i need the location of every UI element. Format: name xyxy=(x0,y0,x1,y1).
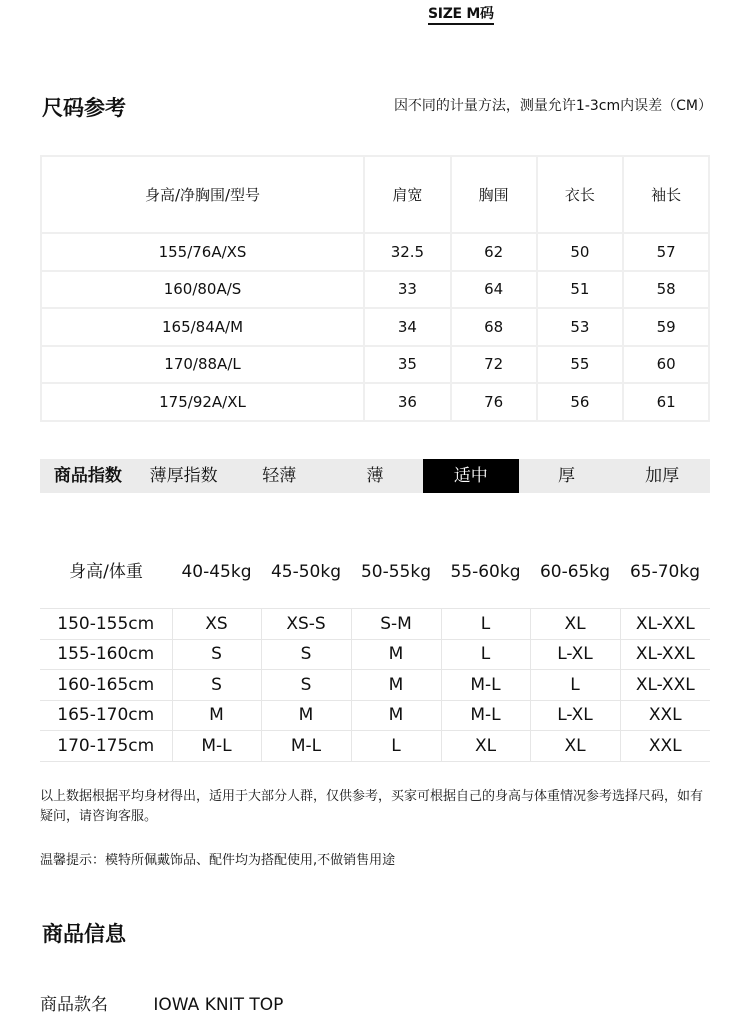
column-header: 胸围 xyxy=(451,156,537,233)
table-cell: 32.5 xyxy=(364,233,451,271)
table-cell: L xyxy=(441,609,530,640)
table-cell: L xyxy=(351,731,441,762)
table-cell: 165/84A/M xyxy=(41,308,364,346)
table-cell: L xyxy=(441,639,530,670)
table-cell: XL xyxy=(530,609,620,640)
product-info-title: 商品信息 xyxy=(42,922,126,946)
table-cell: 58 xyxy=(623,271,709,309)
size-label: SIZE M码 xyxy=(428,6,494,25)
table-cell: 155-160cm xyxy=(40,639,172,670)
table-row xyxy=(41,308,709,346)
table-cell: 170-175cm xyxy=(40,731,172,762)
product-name-row xyxy=(40,990,283,1015)
table-row xyxy=(41,346,709,384)
column-header: 65-70kg xyxy=(629,562,701,582)
column-header: 身高/体重 xyxy=(69,562,143,582)
table-cell: 76 xyxy=(451,383,537,421)
table-cell: M xyxy=(351,670,441,701)
column-header: 40-45kg xyxy=(181,562,252,582)
column-header: 55-60kg xyxy=(450,562,521,582)
table-cell: M xyxy=(172,700,261,731)
thickness-option: 薄 xyxy=(366,466,384,486)
table-row xyxy=(40,700,710,731)
table-cell: 56 xyxy=(537,383,624,421)
table-cell: S xyxy=(172,639,261,670)
table-cell: 35 xyxy=(364,346,451,384)
data-note: 以上数据根据平均身材得出，适用于大部分人群，仅供参考，买家可根据自己的身高与体重情况参考选择尺码，如有疑问，请咨询客服。 xyxy=(40,789,704,824)
table-cell: XL-XXL xyxy=(620,670,710,701)
column-header: 60-65kg xyxy=(539,562,611,582)
table-cell: 33 xyxy=(364,271,451,309)
thickness-option: 加厚 xyxy=(645,466,680,486)
product-name-label: 商品款名 xyxy=(40,995,108,1015)
table-cell: 68 xyxy=(451,308,537,346)
table-cell: 53 xyxy=(537,308,624,346)
table-cell: 62 xyxy=(451,233,537,271)
table-cell: M-L xyxy=(172,731,261,762)
table-row xyxy=(41,383,709,421)
column-header: 肩宽 xyxy=(364,156,451,233)
table-cell: XXL xyxy=(620,731,710,762)
table-cell: S xyxy=(172,670,261,701)
table-cell: 72 xyxy=(451,346,537,384)
column-header: 袖长 xyxy=(623,156,709,233)
thickness-option: 适中 xyxy=(423,459,519,493)
table-cell: L-XL xyxy=(530,700,620,731)
table-cell: M-L xyxy=(261,731,351,762)
tip-note: 温馨提示：模特所佩戴饰品、配件均为搭配使用,不做销售用途 xyxy=(40,853,396,868)
table-cell: M xyxy=(351,700,441,731)
table-cell: XS-S xyxy=(261,609,351,640)
table-cell: XXL xyxy=(620,700,710,731)
table-cell: 160-165cm xyxy=(40,670,172,701)
table-cell: 36 xyxy=(364,383,451,421)
table-row xyxy=(40,731,710,762)
table-cell: 165-170cm xyxy=(40,700,172,731)
table-cell: 57 xyxy=(623,233,709,271)
table-cell: M xyxy=(261,700,351,731)
table-row xyxy=(41,271,709,309)
thickness-label: 商品指数 xyxy=(53,466,122,486)
size-ref-title: 尺码参考 xyxy=(42,96,126,120)
table-header-row xyxy=(41,156,709,233)
fit-table xyxy=(40,608,710,762)
table-row xyxy=(40,670,710,701)
table-row xyxy=(40,609,710,640)
table-cell: XS xyxy=(172,609,261,640)
table-cell: 61 xyxy=(623,383,709,421)
table-cell: 155/76A/XS xyxy=(41,233,364,271)
fit-header xyxy=(40,558,710,586)
table-cell: 150-155cm xyxy=(40,609,172,640)
thickness-option: 薄厚指数 xyxy=(149,466,218,486)
table-cell: 175/92A/XL xyxy=(41,383,364,421)
table-cell: 50 xyxy=(537,233,624,271)
measure-note: 因不同的计量方法，测量允许1-3cm内误差（CM） xyxy=(393,98,712,114)
thickness-bar xyxy=(40,459,710,493)
table-cell: XL-XXL xyxy=(620,609,710,640)
table-cell: 64 xyxy=(451,271,537,309)
column-header: 45-50kg xyxy=(270,562,342,582)
size-table xyxy=(40,155,710,422)
table-cell: 60 xyxy=(623,346,709,384)
table-cell: 170/88A/L xyxy=(41,346,364,384)
table-cell: 51 xyxy=(537,271,624,309)
table-cell: M xyxy=(351,639,441,670)
table-cell: M-L xyxy=(441,670,530,701)
table-cell: L xyxy=(530,670,620,701)
table-cell: XL-XXL xyxy=(620,639,710,670)
table-cell: 55 xyxy=(537,346,624,384)
table-row xyxy=(40,639,710,670)
column-header: 50-55kg xyxy=(360,562,432,582)
thickness-option: 轻薄 xyxy=(262,466,297,486)
table-cell: S-M xyxy=(351,609,441,640)
table-cell: S xyxy=(261,670,351,701)
table-cell: S xyxy=(261,639,351,670)
table-cell: XL xyxy=(530,731,620,762)
table-cell: L-XL xyxy=(530,639,620,670)
product-name-value: IOWA KNIT TOP xyxy=(153,995,284,1015)
table-cell: 160/80A/S xyxy=(41,271,364,309)
column-header: 衣长 xyxy=(537,156,624,233)
table-row xyxy=(41,233,709,271)
table-cell: M-L xyxy=(441,700,530,731)
thickness-option: 厚 xyxy=(557,466,575,486)
table-cell: XL xyxy=(441,731,530,762)
table-cell: 34 xyxy=(364,308,451,346)
table-cell: 59 xyxy=(623,308,709,346)
column-header: 身高/净胸围/型号 xyxy=(41,156,364,233)
